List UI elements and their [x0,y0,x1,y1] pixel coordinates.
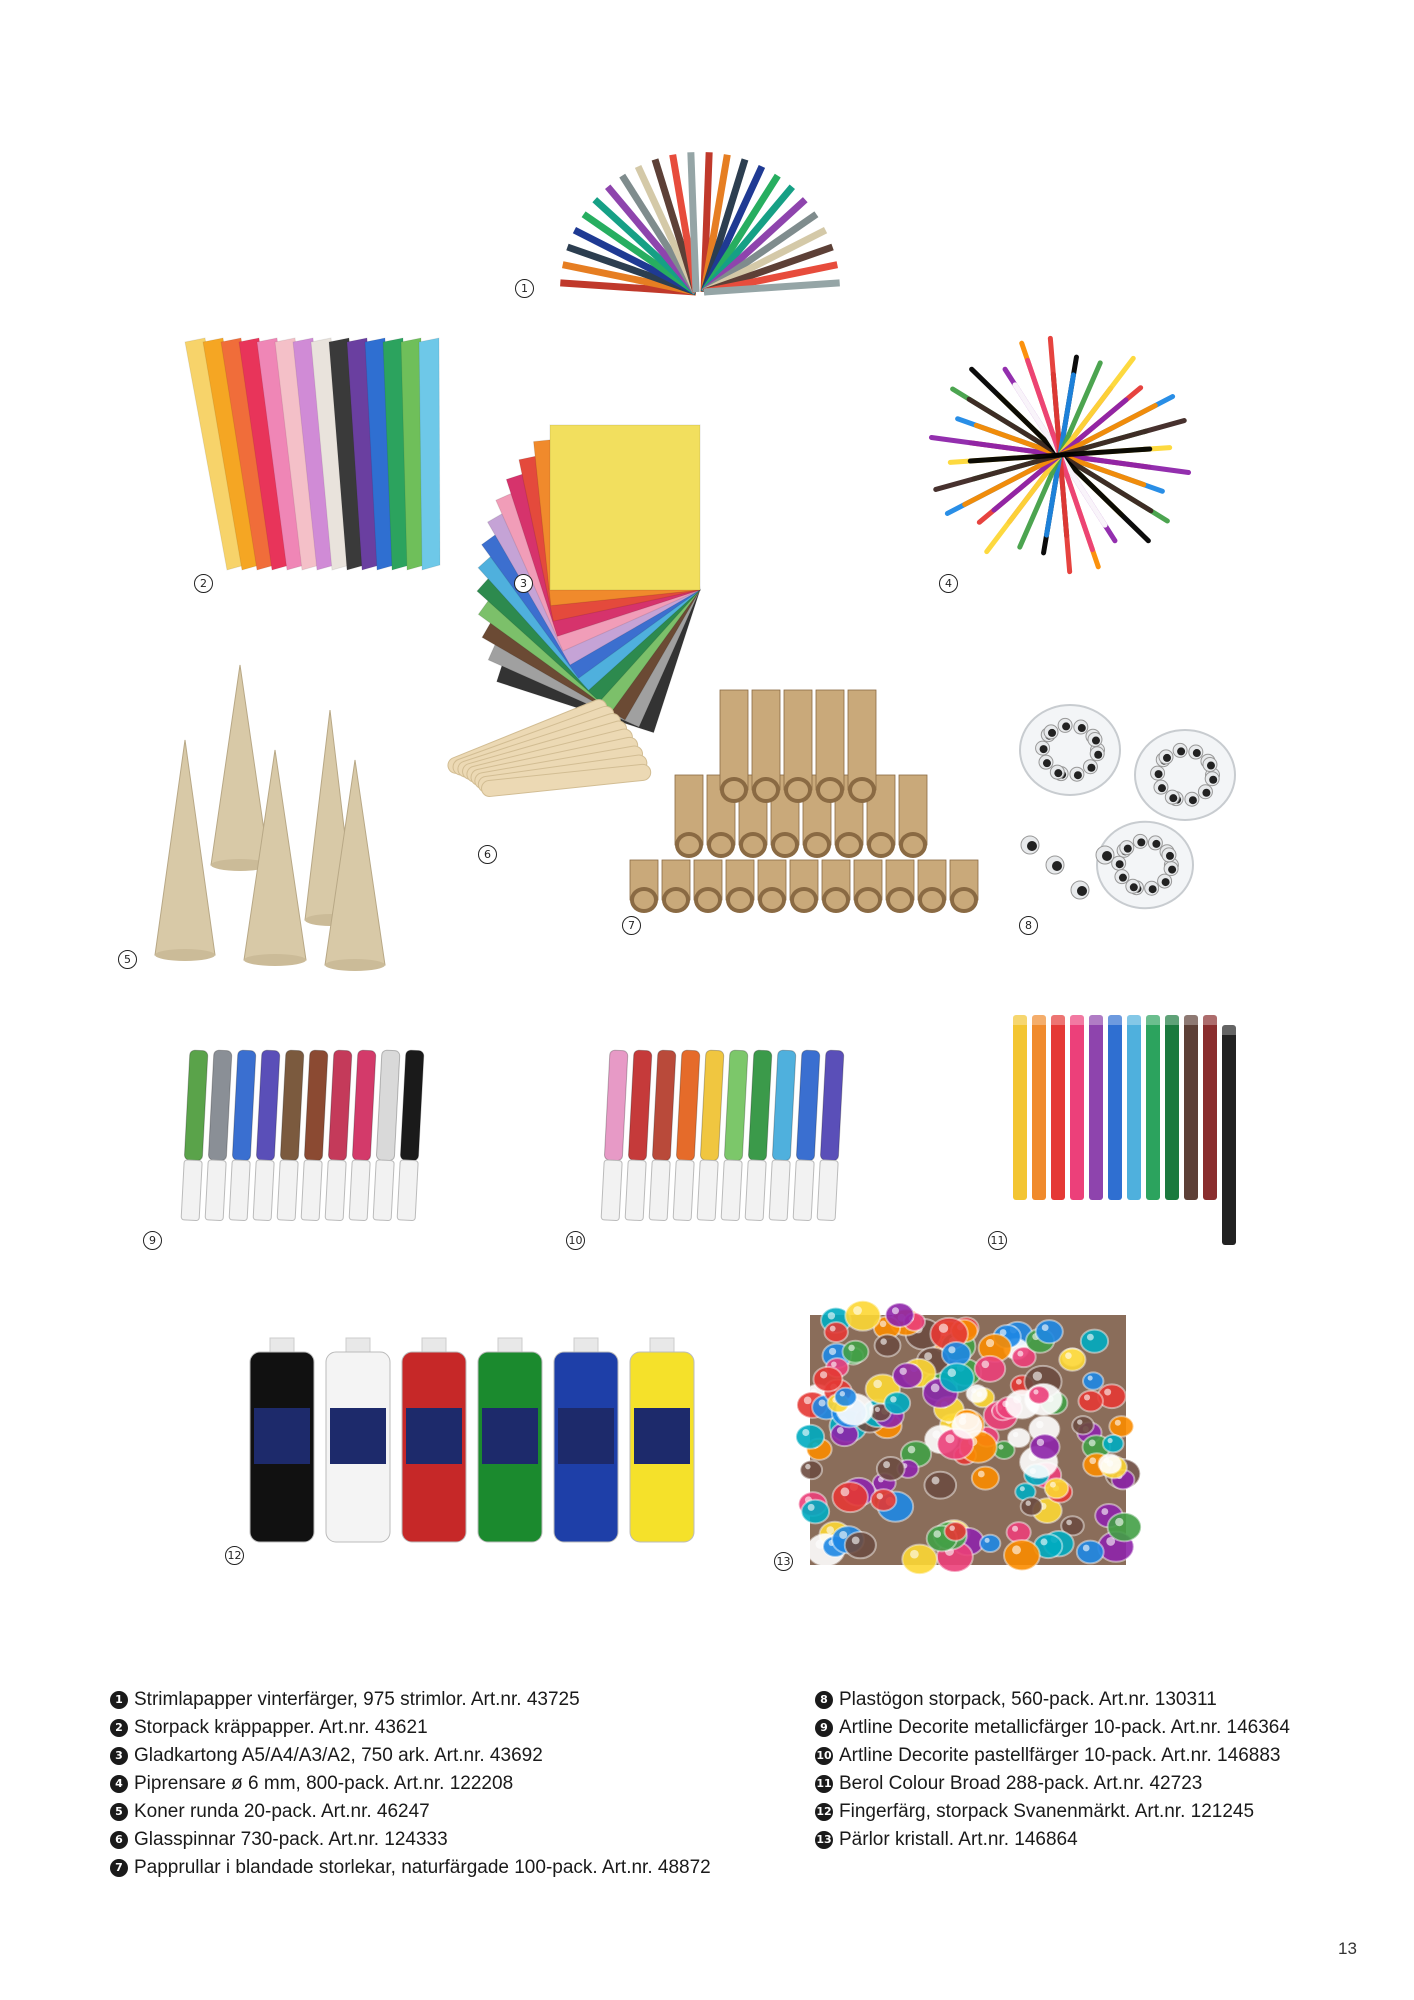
product-marker-6: 6 [478,845,497,864]
item-number-badge: 13 [815,1831,833,1849]
googly-eyes-icon [1010,690,1290,930]
item-text: Gladkartong A5/A4/A3/A2, 750 ark. Art.nr. 43692 [134,1745,543,1766]
wooden-sticks-icon [425,668,635,818]
item-text: Koner runda 20-pack. Art.nr. 46247 [134,1801,430,1822]
item-number-badge: 5 [110,1803,128,1821]
list-item [815,1826,1290,1854]
product-list-right [815,1686,1290,1854]
metallic-markers-icon [180,1040,440,1240]
crepe-paper-icon [175,330,455,590]
item-text: Berol Colour Broad 288-pack. Art.nr. 42723 [839,1773,1203,1794]
list-item [110,1854,711,1882]
item-number-badge: 9 [815,1719,833,1737]
product-marker-12: 12 [225,1546,244,1565]
metallic-markers-image [180,1040,440,1240]
colour-markers-image [1005,1005,1250,1255]
wooden-sticks-image [425,668,635,818]
pipe-cleaners-icon [920,335,1210,595]
item-number-badge: 8 [815,1691,833,1709]
product-marker-1: 1 [515,279,534,298]
paper-strips-fan-image [550,142,850,297]
product-marker-10: 10 [566,1231,585,1250]
item-number-badge: 3 [110,1747,128,1765]
list-item [110,1798,711,1826]
paper-strips-fan-icon [550,142,850,297]
crystal-beads-icon [810,1315,1126,1565]
cardboard-rolls-image [610,735,980,920]
item-text: Fingerfärg, storpack Svanenmärkt. Art.nr. 121245 [839,1801,1255,1822]
list-item [815,1798,1290,1826]
googly-eyes-image [1010,690,1290,930]
product-list-left [110,1686,711,1882]
list-item [815,1742,1290,1770]
item-text: Glasspinnar 730-pack. Art.nr. 124333 [134,1829,448,1850]
product-marker-2: 2 [194,574,213,593]
item-number-badge: 10 [815,1747,833,1765]
pastel-markers-icon [600,1040,860,1240]
product-marker-5: 5 [118,950,137,969]
item-number-badge: 11 [815,1775,833,1793]
item-number-badge: 2 [110,1719,128,1737]
finger-paint-bottles-icon [245,1338,695,1543]
list-item [815,1714,1290,1742]
list-item [110,1770,711,1798]
colour-markers-icon [1005,1005,1250,1255]
cones-icon [140,665,405,960]
item-text: Plastögon storpack, 560-pack. Art.nr. 130311 [839,1689,1217,1710]
list-item [110,1742,711,1770]
item-number-badge: 1 [110,1691,128,1709]
item-number-badge: 4 [110,1775,128,1793]
item-text: Piprensare ø 6 mm, 800-pack. Art.nr. 122208 [134,1773,514,1794]
item-text: Artline Decorite metallicfärger 10-pack. Art.nr. 146364 [839,1717,1290,1738]
finger-paint-bottles-image [245,1338,695,1543]
card-stock-sheets-image [550,385,840,590]
item-number-badge: 7 [110,1859,128,1877]
product-marker-4: 4 [939,574,958,593]
list-item [815,1770,1290,1798]
product-marker-7: 7 [622,916,641,935]
item-text: Artline Decorite pastellfärger 10-pack. Art.nr. 146883 [839,1745,1281,1766]
pastel-markers-image [600,1040,860,1240]
item-text: Storpack kräppapper. Art.nr. 43621 [134,1717,428,1738]
list-item [110,1714,711,1742]
list-item [110,1826,711,1854]
paper-mache-cones-image [140,665,405,960]
list-item [110,1686,711,1714]
item-text: Strimlapapper vinterfärger, 975 strimlor. Art.nr. 43725 [134,1689,580,1710]
item-number-badge: 12 [815,1803,833,1821]
product-marker-3: 3 [514,574,533,593]
cardboard-rolls-icon [610,735,980,920]
item-number-badge: 6 [110,1831,128,1849]
crepe-paper-rolls-image [175,330,455,590]
product-marker-11: 11 [988,1231,1007,1250]
list-item [815,1686,1290,1714]
page-number: 13 [1338,1939,1357,1958]
product-marker-8: 8 [1019,916,1038,935]
card-stock-icon [550,385,840,590]
pipe-cleaners-image [920,335,1210,595]
product-marker-13: 13 [774,1552,793,1571]
item-text: Papprullar i blandade storlekar, naturfärgade 100-pack. Art.nr. 48872 [134,1857,711,1878]
item-text: Pärlor kristall. Art.nr. 146864 [839,1829,1078,1850]
crystal-beads-image [810,1315,1126,1565]
product-marker-9: 9 [143,1231,162,1250]
